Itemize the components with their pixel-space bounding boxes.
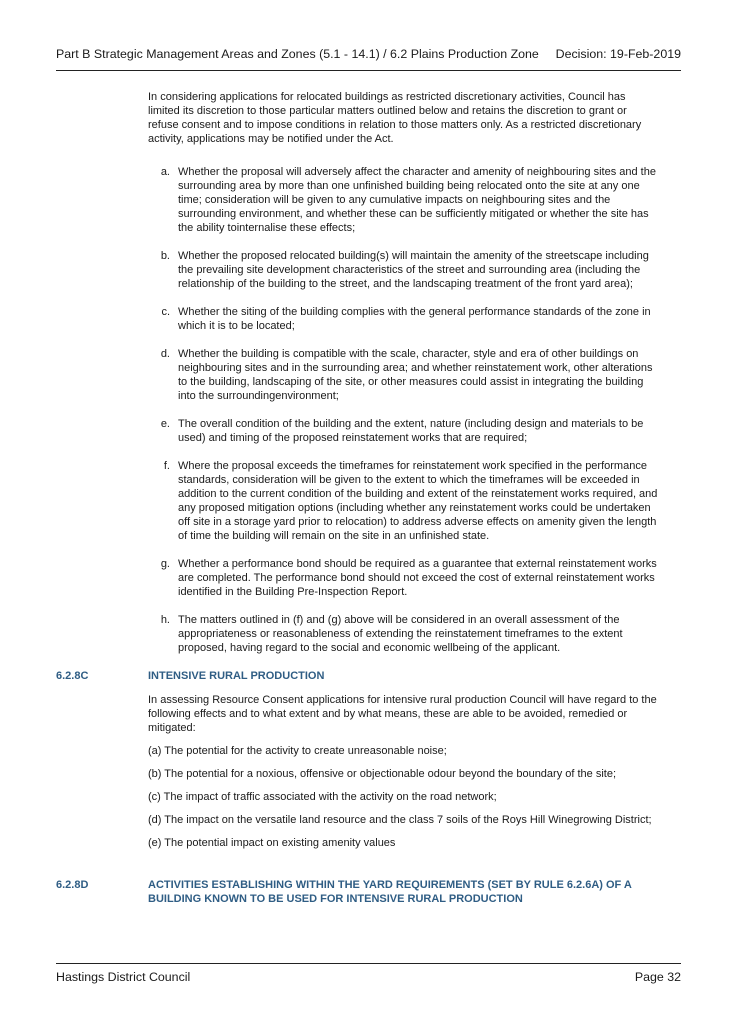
list-item-text: Whether the siting of the building complies with the general performance standards of the zone in which it is to be located; (178, 306, 651, 332)
list-item (148, 417, 658, 445)
section-heading (56, 669, 658, 683)
list-item-text: Where the proposal exceeds the timeframes for reinstatement work specified in the performance standards, consideration will be given to the extent to which the timeframes will be exceeded in addition to the current condition of the building and extent of the reinstatement works required, and any proposed mitigation options (including whether any reinstatement works could be undertaken off site in a storage yard prior to relocation) to address adverse effects on amenity given the length of time the building will remain on the site in an unfinished state. (178, 460, 658, 542)
header-rule (56, 70, 681, 71)
footer-organisation: Hastings District Council (56, 970, 191, 984)
list-item (148, 249, 658, 291)
section-body (148, 693, 658, 850)
effect-item: (e) The potential impact on existing amenity values (148, 837, 396, 849)
list-item (148, 557, 658, 599)
list-item-text: Whether the proposal will adversely affect the character and amenity of neighbouring sites and the surrounding area by more than one unfinished building being relocated onto the site at any one time; consideration will be given to any cumulative impacts on neighbouring sites and the surrounding environment, and whether these can be sufficiently mitigated or whether the site has the ability tointernalise these effects; (178, 166, 656, 234)
section-6-2-8d (56, 878, 658, 906)
effect-item: (d) The impact on the versatile land resource and the class 7 soils of the Roys Hill Winegrowing District; (148, 814, 652, 826)
list-item-text: The matters outlined in (f) and (g) above will be considered in an overall assessment of the appropriateness or reasonableness of extending the reinstatement timeframes to the extent proposed, having regard to the social and economic wellbeing of the applicant. (178, 614, 623, 654)
section-6-2-8c (56, 669, 658, 859)
list-marker: g. (160, 558, 170, 570)
section-heading (56, 878, 658, 906)
list-item (148, 165, 658, 235)
list-marker: h. (160, 614, 170, 626)
list-item (148, 305, 658, 333)
list-item-text: The overall condition of the building and the extent, nature (including design and materials to be used) and timing of the proposed reinstatement works that are required; (178, 418, 644, 444)
list-marker: b. (160, 250, 170, 262)
effect-item: (b) The potential for a noxious, offensive or objectionable odour beyond the boundary of the site; (148, 768, 617, 780)
header-title: Part B Strategic Management Areas and Zones (5.1 - 14.1) / 6.2 Plains Production Zone (56, 47, 539, 61)
list-item-text: Whether the proposed relocated building(s) will maintain the amenity of the streetscape including the prevailing site development characteristics of the street and surrounding area (including the relationship of the building to the street, and the landscaping treatment of the front yard area); (178, 250, 649, 290)
footer-rule (56, 963, 681, 964)
section-intro: In assessing Resource Consent applications for intensive rural production Council will have regard to the following effects and to what extent and by what means, these are able to be avoided, remedied or mitigated: (148, 694, 657, 734)
list-item-text: Whether the building is compatible with the scale, character, style and era of other buildings on neighbouring sites and in the surrounding area; and whether reinstatement work, other alterations to the building, landscaping of the site, or other measures could assist in integrating the building into the surroundingenvironment; (178, 348, 653, 402)
section-number: 6.2.8D (56, 879, 89, 891)
list-marker: c. (161, 306, 170, 318)
list-marker: f. (163, 460, 170, 472)
page-number: Page 32 (634, 970, 681, 984)
list-marker: a. (160, 166, 170, 178)
effect-item: (a) The potential for the activity to create unreasonable noise; (148, 745, 447, 757)
page-header (56, 47, 681, 61)
section-title: INTENSIVE RURAL PRODUCTION (148, 670, 325, 682)
list-item (148, 347, 658, 403)
page-footer (56, 970, 681, 984)
effect-item: (c) The impact of traffic associated with the activity on the road network; (148, 791, 497, 803)
intro-paragraph: In considering applications for relocated buildings as restricted discretionary activities, Council has limited its discretion to those particular matters outlined below and retains the discretion to grant or refuse consent and to impose conditions in relation to those matters only. As a restricted discretionary activity, applications may be notified under the Act. (148, 91, 642, 145)
header-decision-date: Decision: 19-Feb-2019 (555, 47, 681, 61)
list-marker: d. (160, 348, 170, 360)
list-item-text: Whether a performance bond should be required as a guarantee that external reinstatement works are completed. The performance bond should not exceed the cost of external reinstatement works identified in the Building Pre-Inspection Report. (178, 558, 657, 598)
assessment-matters-list (148, 165, 658, 655)
list-marker: e. (160, 418, 170, 430)
section-title: ACTIVITIES ESTABLISHING WITHIN THE YARD REQUIREMENTS (SET BY RULE 6.2.6A) OF A BUILDING KNOWN TO BE USED FOR INTENSIVE RURAL PRODUCTION (148, 879, 632, 905)
relocated-buildings-assessment (148, 90, 658, 669)
section-number: 6.2.8C (56, 670, 89, 682)
list-item (148, 613, 658, 655)
list-item (148, 459, 658, 543)
